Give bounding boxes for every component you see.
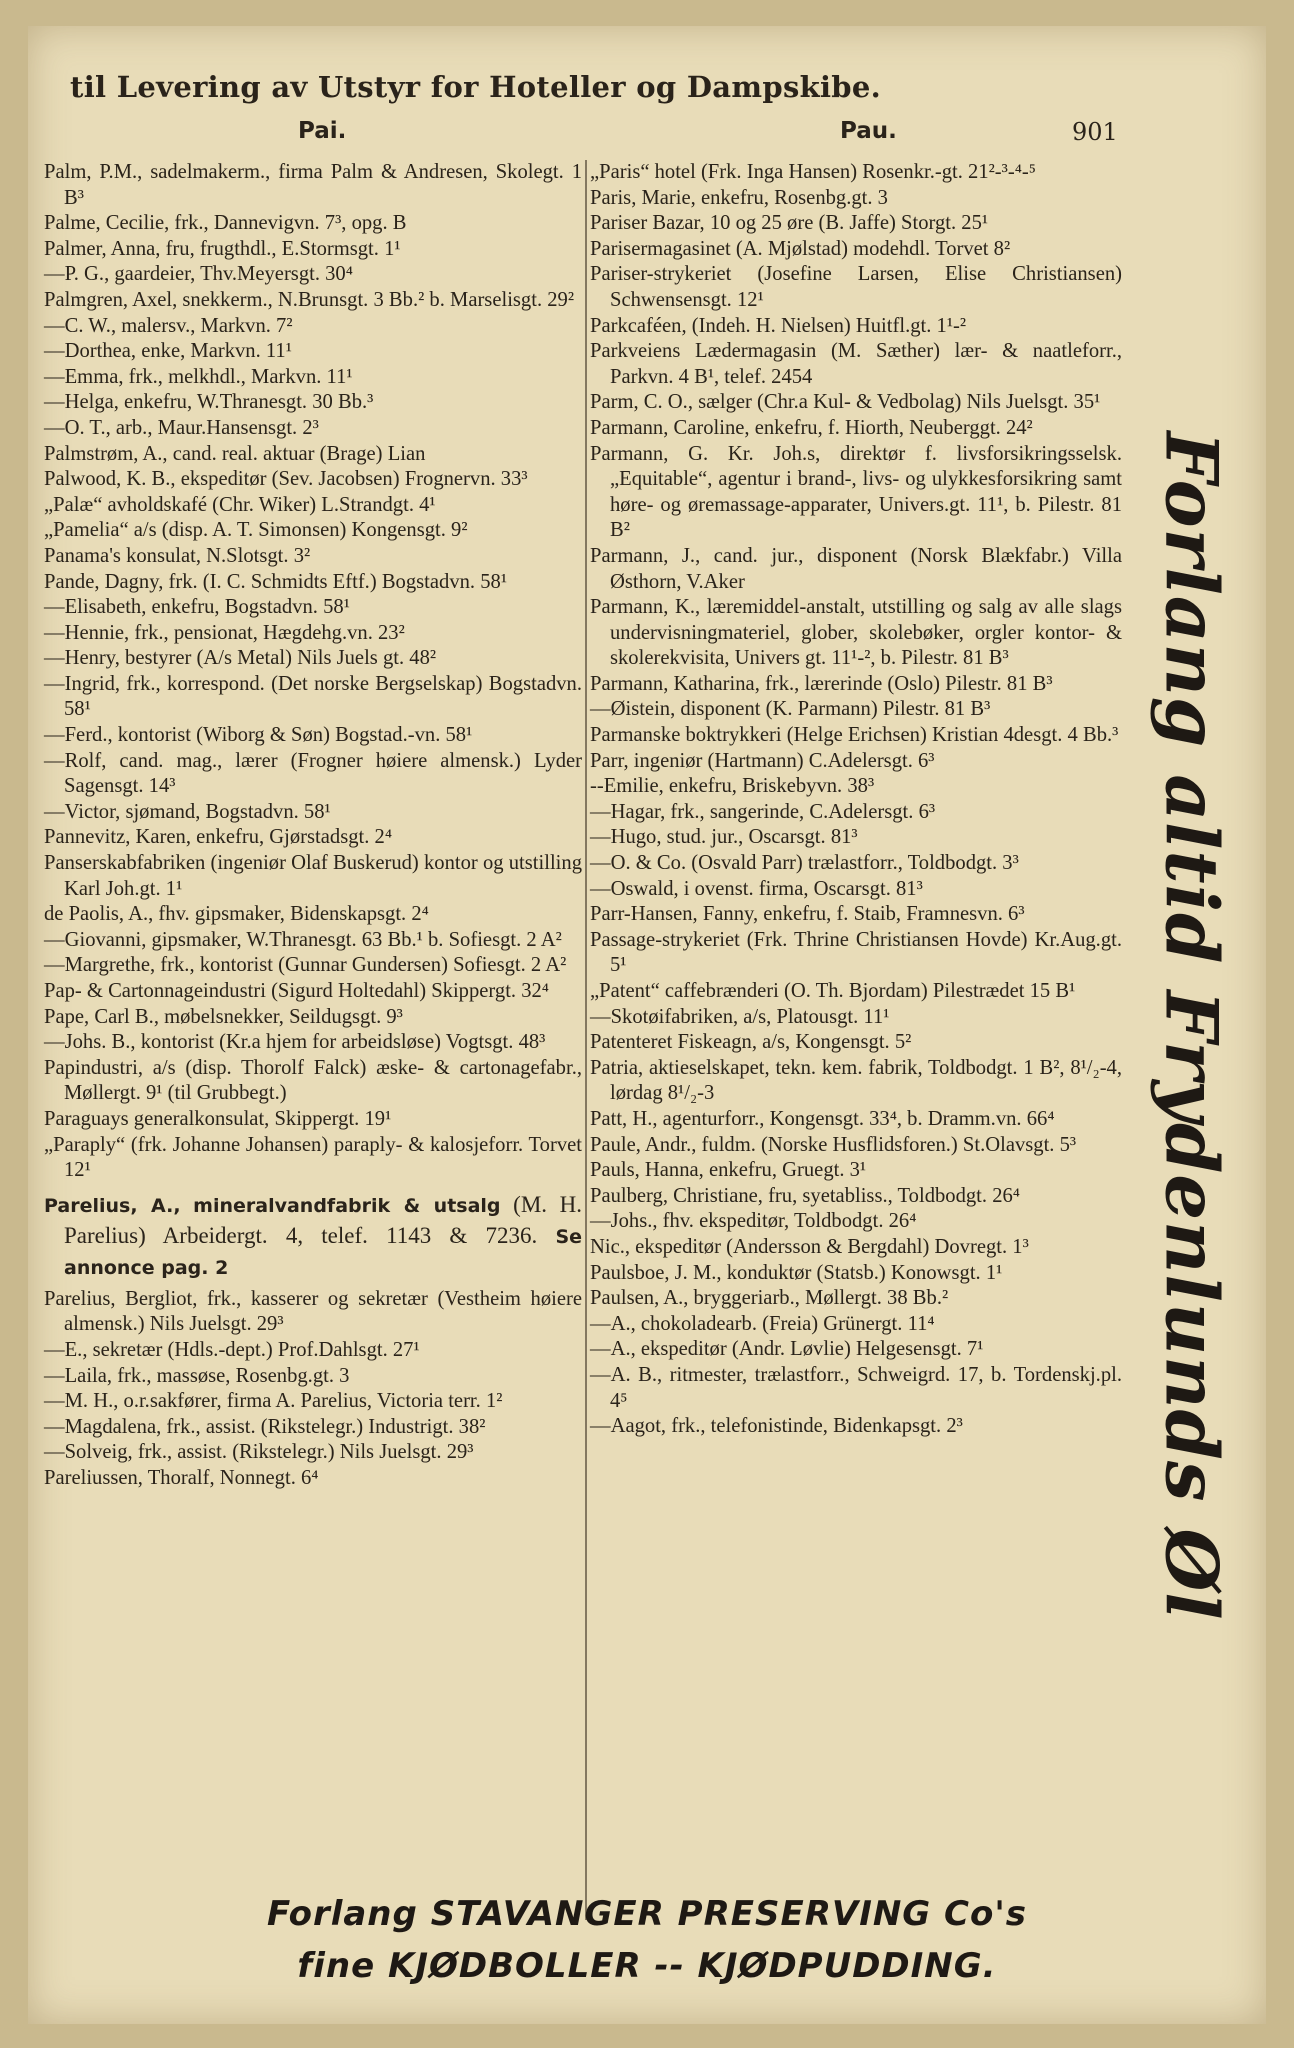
directory-entry: Paraguays generalkonsulat, Skippergt. 19¹: [44, 1107, 392, 1130]
directory-entry: —Margrethe, frk., kontorist (Gunnar Gundersen) Sofiesgt. 2 A²: [44, 954, 567, 977]
directory-entry: „Paraply“ (frk. Johanne Johansen) paraply- & kalosjeforr. Torvet 12¹: [44, 1133, 582, 1182]
directory-entry: Passage-strykeriet (Frk. Thrine Christiansen Hovde) Kr.Aug.gt. 5¹: [590, 928, 1122, 977]
directory-entry: —Johs., fhv. ekspeditør, Toldbodgt. 26⁴: [590, 1210, 917, 1233]
bottom-advert-line1: Forlang STAVANGER PRESERVING Co's: [267, 1894, 1027, 1934]
directory-entry: Parr-Hansen, Fanny, enkefru, f. Staib, Framnesvn. 6³: [590, 903, 1025, 926]
page-number: 901: [1072, 118, 1118, 146]
left-catchword: Pai.: [298, 118, 347, 144]
directory-entry: Parm, C. O., sælger (Chr.a Kul- & Vedbolag) Nils Juelsgt. 35¹: [590, 391, 1101, 414]
directory-entry: Paulsen, A., bryggeriarb., Møllergt. 38 Bb.²: [590, 1287, 949, 1310]
directory-entry: Parmann, Caroline, enkefru, f. Hiorth, Neuberggt. 24²: [590, 416, 1033, 439]
directory-entry: Parmann, K., læremiddel-anstalt, utstilling og salg av alle slags undervisningmateriel, glober, skolebøker, orgler kontor- & skolerekvisita, Univers gt. 11¹-², b. Pilestr. 81 B³: [590, 596, 1122, 670]
directory-entry: Pauls, Hanna, enkefru, Gruegt. 3¹: [590, 1159, 867, 1182]
directory-entry: Palwood, K. B., ekspeditør (Sev. Jacobsen) Frognervn. 33³: [44, 468, 528, 491]
directory-entry: —Hugo, stud. jur., Oscarsgt. 81³: [590, 826, 858, 849]
directory-entry: Pape, Carl B., møbelsnekker, Seildugsgt. 9³: [44, 1005, 403, 1028]
directory-entry: —Hagar, frk., sangerinde, C.Adelersgt. 6³: [590, 800, 936, 823]
directory-entry: Paule, Andr., fuldm. (Norske Husflidsforen.) St.Olavsgt. 5³: [590, 1133, 1077, 1156]
directory-entry: Parelius, Bergliot, frk., kasserer og sekretær (Vestheim høiere almensk.) Nils Juelsgt. 29³: [44, 1287, 582, 1336]
directory-entry: Pariser Bazar, 10 og 25 øre (B. Jaffe) Storgt. 25¹: [590, 212, 989, 235]
directory-entry: Pannevitz, Karen, enkefru, Gjørstadsgt. 2⁴: [44, 826, 393, 849]
directory-entry: —Oswald, i ovenst. firma, Oscarsgt. 81³: [590, 877, 923, 900]
directory-entry: —Ingrid, frk., korrespond. (Det norske Bergselskap) Bogstadvn. 58¹: [44, 672, 582, 721]
left-column: [44, 160, 582, 1492]
directory-entry: Patt, H., agenturforr., Kongensgt. 33⁴, b. Dramm.vn. 66⁴: [590, 1107, 1055, 1130]
directory-entry: —A., ekspeditør (Andr. Løvlie) Helgesensgt. 7¹: [590, 1338, 984, 1361]
directory-entry: —Rolf, cand. mag., lærer (Frogner høiere almensk.) Lyder Sagensgt. 14³: [44, 749, 582, 798]
directory-entry: —Ferd., kontorist (Wiborg & Søn) Bogstad.-vn. 58¹: [44, 724, 473, 747]
featured-business: mineralvandfabrik & utsalg: [193, 1194, 501, 1217]
bottom-advert-line2: fine KJØDBOLLER -- KJØDPUDDING.: [297, 1946, 997, 1986]
directory-entry: —E., sekretær (Hdls.-dept.) Prof.Dahlsgt. 27¹: [44, 1338, 420, 1361]
directory-entry: Pariser-strykeriet (Josefine Larsen, Elise Christiansen) Schwensensgt. 12¹: [590, 263, 1122, 311]
directory-entry: —Magdalena, frk., assist. (Rikstelegr.) Industrigt. 38²: [44, 1415, 486, 1438]
directory-page: [28, 26, 1266, 2024]
directory-entry: —M. H., o.r.sakfører, firma A. Parelius, Victoria terr. 1²: [44, 1390, 503, 1413]
directory-entry: Pap- & Cartonnageindustri (Sigurd Holtedahl) Skippergt. 32⁴: [44, 980, 549, 1002]
directory-entry: —Victor, sjømand, Bogstadvn. 58¹: [44, 800, 331, 823]
directory-entry: —Helga, enkefru, W.Thranesgt. 30 Bb.³: [44, 391, 374, 414]
featured-see-ad: Se annonce pag. 2: [64, 1225, 583, 1279]
directory-entry: Palm, P.M., sadelmakerm., firma Palm & Andresen, Skolegt. 1 B³: [44, 161, 582, 209]
directory-entry: —C. W., malersv., Markvn. 7²: [44, 314, 293, 337]
directory-entry: —O. & Co. (Osvald Parr) trælastforr., Toldbodgt. 3³: [590, 852, 1019, 875]
directory-entry: Parkveiens Lædermagasin (M. Sæther) lær- & naatleforr., Parkvn. 4 B¹, telef. 2454: [590, 340, 1122, 388]
directory-entry: „Palæ“ avholdskafé (Chr. Wiker) L.Strandgt. 4¹: [44, 493, 436, 516]
directory-entry: „Pamelia“ a/s (disp. A. T. Simonsen) Kongensgt. 9²: [44, 519, 468, 542]
right-catchword: Pau.: [840, 118, 897, 144]
directory-entry: „Patent“ caffebrænderi (O. Th. Bjordam) Pilestrædet 15 B¹: [590, 980, 1076, 1002]
directory-entry: —Laila, frk., massøse, Rosenbg.gt. 3: [44, 1364, 350, 1387]
directory-entry: Papindustri, a/s (disp. Thorolf Falck) æske- & cartonagefabr., Møllergt. 9¹ (til Grubbegt.): [44, 1056, 582, 1105]
directory-entry: Paulberg, Christiane, fru, syetabliss., Toldbodgt. 26⁴: [590, 1184, 1020, 1207]
directory-entry: Parmann, Katharina, frk., lærerinde (Oslo) Pilestr. 81 B³: [590, 672, 1053, 695]
directory-entry: „Paris“ hotel (Frk. Inga Hansen) Rosenkr.-gt. 21²-³-⁴-⁵: [590, 161, 1036, 183]
left-entries: [44, 160, 582, 1184]
directory-entry: Parisermagasinet (A. Mjølstad) modehdl. Torvet 8²: [590, 237, 1011, 260]
side-advert-text: Forlang altid Frydenlunds Øl: [1149, 431, 1235, 1621]
directory-entry: Paulsboe, J. M., konduktør (Statsb.) Konowsgt. 1¹: [590, 1261, 1003, 1284]
directory-entry: —Dorthea, enke, Markvn. 11¹: [44, 340, 292, 363]
directory-entry: —A. B., ritmester, trælastforr., Schweigrd. 17, b. Tordenskj.pl. 4⁵: [590, 1363, 1122, 1412]
directory-entry: Pareliussen, Thoralf, Nonnegt. 6⁴: [44, 1466, 319, 1489]
directory-entry: Palmgren, Axel, snekkerm., N.Brunsgt. 3 Bb.² b. Marselisgt. 29²: [44, 288, 575, 311]
directory-entry: de Paolis, A., fhv. gipsmaker, Bidenskapsgt. 2⁴: [44, 903, 429, 926]
directory-entry: —Øistein, disponent (K. Parmann) Pilestr. 81 B³: [590, 698, 991, 721]
column-divider: [585, 160, 587, 1920]
directory-entry: Paris, Marie, enkefru, Rosenbg.gt. 3: [590, 186, 888, 209]
directory-entry: Patria, aktieselskapet, tekn. kem. fabrik, Toldbodgt. 1 B², 8¹/₂-4, lørdag 8¹/₂-3: [590, 1056, 1122, 1105]
right-entries: [590, 160, 1122, 1440]
directory-entry: --Emilie, enkefru, Briskebyvn. 38³: [590, 775, 875, 798]
directory-entry: Parkcaféen, (Indeh. H. Nielsen) Huitfl.gt. 1¹-²: [590, 314, 967, 337]
directory-entry: —A., chokoladearb. (Freia) Grünergt. 11⁴: [590, 1312, 935, 1335]
directory-entry: —Hennie, frk., pensionat, Hægdehg.vn. 23²: [44, 621, 405, 644]
directory-entry: —O. T., arb., Maur.Hansensgt. 2³: [44, 416, 319, 439]
directory-entry: —Aagot, frk., telefonistinde, Bidenkapsgt. 2³: [590, 1415, 963, 1438]
side-advert: [1136, 431, 1248, 1621]
directory-entry: —Emma, frk., melkhdl., Markvn. 11¹: [44, 365, 353, 388]
directory-entry: Parmanske boktrykkeri (Helge Erichsen) Kristian 4desgt. 4 Bb.³: [590, 724, 1119, 747]
directory-entry: Pande, Dagny, frk. (I. C. Schmidts Eftf.) Bogstadvn. 58¹: [44, 570, 507, 593]
directory-entry: Palmstrøm, A., cand. real. aktuar (Brage) Lian: [44, 442, 426, 465]
directory-entry: Parmann, J., cand. jur., disponent (Norsk Blækfabr.) Villa Østhorn, V.Aker: [590, 544, 1122, 593]
directory-entry: —P. G., gaardeier, Thv.Meyersgt. 30⁴: [44, 263, 353, 286]
directory-entry: Panama's konsulat, N.Slotsgt. 3²: [44, 544, 311, 567]
directory-entry: —Giovanni, gipsmaker, W.Thranesgt. 63 Bb.¹ b. Sofiesgt. 2 A²: [44, 928, 562, 951]
directory-entry: —Elisabeth, enkefru, Bogstadvn. 58¹: [44, 596, 350, 619]
directory-entry: Parr, ingeniør (Hartmann) C.Adelersgt. 6³: [590, 749, 935, 772]
directory-entry: —Solveig, frk., assist. (Rikstelegr.) Nils Juelsgt. 29³: [44, 1441, 474, 1464]
featured-name: Parelius, A.,: [44, 1194, 181, 1217]
directory-entry: —Skotøifabriken, a/s, Platousgt. 11¹: [590, 1005, 890, 1028]
left-entries-after: [44, 1287, 582, 1492]
directory-entry: Patenteret Fiskeagn, a/s, Kongensgt. 5²: [590, 1031, 912, 1054]
featured-rest: (M. H. Parelius) Arbeidergt. 4, telef. 1143 & 7236.: [64, 1191, 582, 1248]
directory-entry: Parmann, G. Kr. Joh.s, direktør f. livsforsikringsselsk. „Equitable“, agentur i brand-, livs- og ulykkesforsikring samt høre- og øremassage-apparater, Univers.gt. 11¹, b. Pilestr. 81 B²: [590, 442, 1122, 542]
directory-entry: —Johs. B., kontorist (Kr.a hjem for arbeidsløse) Vogtsgt. 48³: [44, 1031, 546, 1054]
directory-entry: Panserskabfabriken (ingeniør Olaf Buskerud) kontor og utstilling Karl Joh.gt. 1¹: [44, 852, 582, 900]
directory-entry: Palme, Cecilie, frk., Dannevigvn. 7³, opg. B: [44, 212, 407, 235]
featured-entry-parelius: [44, 1190, 582, 1283]
directory-entry: —Henry, bestyrer (A/s Metal) Nils Juels gt. 48²: [44, 647, 437, 670]
page-header-title: til Levering av Utstyr for Hoteller og Dampskibe.: [70, 70, 882, 104]
right-column: [590, 160, 1122, 1440]
directory-entry: Nic., ekspeditør (Andersson & Bergdahl) Dovregt. 1³: [590, 1235, 1029, 1258]
directory-entry: Palmer, Anna, fru, frugthdl., E.Stormsgt. 1¹: [44, 237, 401, 260]
